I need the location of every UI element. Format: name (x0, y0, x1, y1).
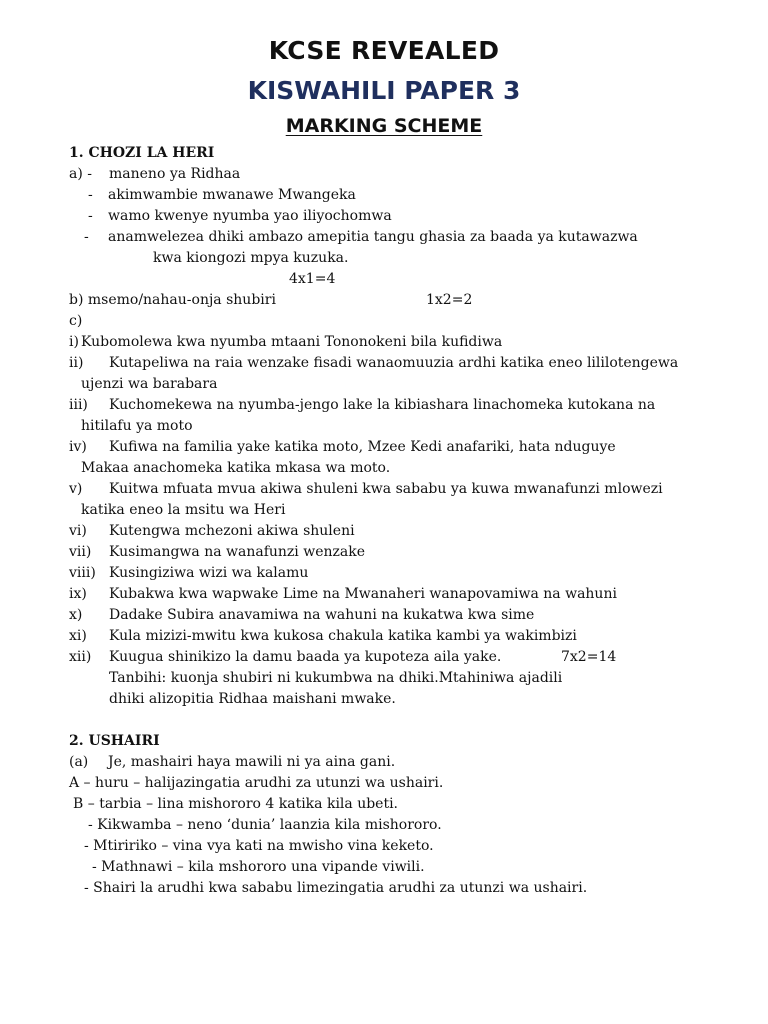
list-item (69, 564, 309, 582)
marking-scheme-heading: MARKING SCHEME (285, 115, 483, 137)
answer-line: A – huru – halijazingatia arudhi za utunzi wa ushairi. (69, 775, 444, 791)
list-item-number: i) (69, 334, 79, 350)
note-line: Tanbihi: kuonja shubiri ni kukumbwa na dhiki.Mtahiniwa ajadili (109, 670, 563, 686)
list-item-text: Kufiwa na familia yake katika moto, Mzee Kedi anafariki, hata nduguye (109, 439, 616, 455)
answer-b-text: b) msemo/nahau-onja shubiri (69, 292, 276, 308)
question-label: (a) (69, 754, 89, 770)
list-item-number: ii) (69, 355, 84, 371)
list-item-number: iii) (69, 397, 88, 413)
answer-line: B – tarbia – lina mishororo 4 katika kila ubeti. (73, 796, 399, 812)
list-item-number: v) (69, 481, 83, 497)
list-item-number: iv) (69, 439, 87, 455)
question-text: Je, mashairi haya mawili ni ya aina gani. (108, 754, 396, 770)
list-item-text: Kubomolewa kwa nyumba mtaani Tononokeni bila kufidiwa (81, 334, 503, 350)
answer-line: - Kikwamba – neno ‘dunia’ laanzia kila mishororo. (88, 817, 442, 833)
list-item-text: Kubakwa kwa wapwake Lime na Mwanaheri wanapovamiwa na wahuni (109, 586, 617, 602)
answer-a-item (84, 228, 704, 246)
answer-b-marks: 1x2=2 (426, 292, 473, 308)
bullet-dash: - (88, 187, 93, 203)
list-item-text: Kusimangwa na wanafunzi wenzake (109, 544, 366, 560)
list-item-number: ix) (69, 586, 87, 602)
question-a (69, 753, 396, 771)
list-item (69, 627, 577, 645)
list-item-number: vii) (69, 544, 92, 560)
list-item (69, 396, 656, 414)
list-item (69, 438, 616, 456)
list-item-number: vi) (69, 523, 87, 539)
list-item-text: Kutengwa mchezoni akiwa shuleni (109, 523, 355, 539)
page-subtitle: KISWAHILI PAPER 3 (247, 76, 521, 105)
list-item-text: Kuitwa mfuata mvua akiwa shuleni kwa sababu ya kuwa mwanafunzi mlowezi (109, 481, 663, 497)
list-item-continuation: Makaa anachomeka katika mkasa wa moto. (81, 460, 391, 476)
list-item (69, 354, 679, 372)
list-item-text: Kusingiziwa wizi wa kalamu (109, 565, 309, 581)
answer-line: - Shairi la arudhi kwa sababu limezingatia arudhi za utunzi wa ushairi. (84, 880, 588, 896)
list-item (69, 480, 663, 498)
answer-a-item (69, 165, 689, 183)
answer-a-label: a) - (69, 166, 92, 182)
section-heading-ushairi: 2. USHAIRI (69, 733, 160, 749)
answer-a-text: maneno ya Ridhaa (109, 166, 241, 182)
list-item-number: viii) (69, 565, 96, 581)
answer-a-text: anamwelezea dhiki ambazo amepitia tangu ghasia za baada ya kutawazwa (108, 229, 638, 245)
list-item-number: x) (69, 607, 83, 623)
answer-c-label: c) (69, 313, 83, 329)
answer-line: - Mtiririko – vina vya kati na mwisho vina keketo. (84, 838, 434, 854)
section-heading-chozi-la-heri: 1. CHOZI LA HERI (69, 145, 215, 161)
answer-a-text: akimwambie mwanawe Mwangeka (108, 187, 356, 203)
answer-c-marks: 7x2=14 (561, 649, 617, 665)
list-item-number: xii) (69, 649, 92, 665)
answer-line: - Mathnawi – kila mshororo una vipande viwili. (92, 859, 425, 875)
list-item-text: Kula mizizi-mwitu kwa kukosa chakula katika kambi ya wakimbizi (109, 628, 577, 644)
list-item (69, 522, 355, 540)
list-item (69, 333, 503, 351)
list-item-continuation: ujenzi wa barabara (81, 376, 218, 392)
list-item-text: Kutapeliwa na raia wenzake fisadi wanaomuuzia ardhi katika eneo lililotengewa (109, 355, 679, 371)
answer-a-marks: 4x1=4 (289, 271, 336, 287)
list-item-text: Kuugua shinikizo la damu baada ya kupoteza aila yake. (109, 649, 502, 665)
list-item (69, 606, 535, 624)
list-item (69, 585, 617, 603)
list-item-continuation: hitilafu ya moto (81, 418, 193, 434)
answer-a-item (88, 207, 688, 225)
list-item-text: Kuchomekewa na nyumba-jengo lake la kibiashara linachomeka kutokana na (109, 397, 656, 413)
list-item-number: xi) (69, 628, 87, 644)
answer-a-item (88, 186, 688, 204)
page-title: KCSE REVEALED (268, 36, 500, 65)
answer-a-continuation: kwa kiongozi mpya kuzuka. (153, 250, 349, 266)
list-item-continuation: katika eneo la msitu wa Heri (81, 502, 286, 518)
bullet-dash: - (84, 229, 89, 245)
list-item-text: Dadake Subira anavamiwa na wahuni na kukatwa kwa sime (109, 607, 535, 623)
list-item (69, 648, 502, 666)
answer-a-text: wamo kwenye nyumba yao iliyochomwa (108, 208, 392, 224)
bullet-dash: - (88, 208, 93, 224)
list-item (69, 543, 366, 561)
note-line: dhiki alizopitia Ridhaa maishani mwake. (109, 691, 396, 707)
